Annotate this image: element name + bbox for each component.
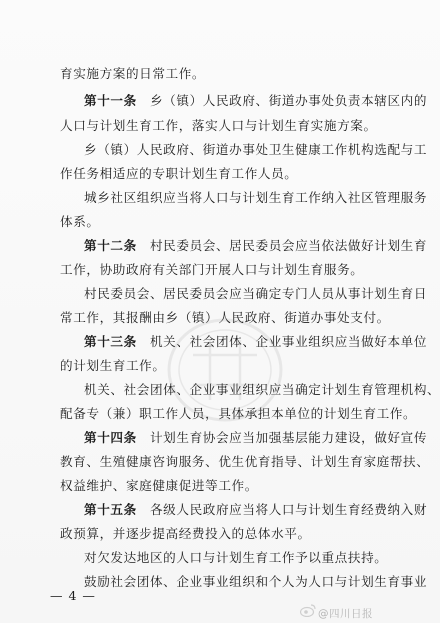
text-line: 对欠发达地区的人口与计划生育工作予以重点扶持。 bbox=[84, 550, 388, 565]
article-heading: 第十三条 bbox=[84, 334, 137, 349]
text-line: 鼓励社会团体、企业事业组织和个人为人口与计划生育事业 bbox=[84, 574, 428, 589]
text-line: 权益维护、家庭健康促进等工作。 bbox=[60, 478, 258, 493]
article-text: 乡（镇）人民政府、街道办事处负责本辖区内的 bbox=[149, 93, 428, 108]
article-11-line bbox=[84, 93, 428, 109]
article-text: 机关、社会团体、企业事业组织应当做好本单位 bbox=[149, 334, 428, 349]
article-text: 各级人民政府应当将人口与计划生育经费纳入财 bbox=[149, 502, 428, 517]
article-12-line bbox=[84, 238, 428, 254]
source-watermark: @四川日报 bbox=[318, 608, 373, 620]
text-line: 政预算，并逐步提高经费投入的总体水平。 bbox=[60, 526, 311, 541]
text-line: 作任务相适应的专职计划生育工作人员。 bbox=[60, 166, 298, 181]
article-text: 村民委员会、居民委员会应当依法做好计划生育 bbox=[149, 238, 428, 253]
text-line: 乡（镇）人民政府、街道办事处卫生健康工作机构选配与工 bbox=[84, 142, 428, 157]
article-heading: 第十五条 bbox=[84, 502, 137, 517]
article-text: 计划生育协会应当加强基层能力建设，做好宣传 bbox=[149, 430, 428, 445]
article-heading: 第十二条 bbox=[84, 238, 137, 253]
text-line: 教育、生殖健康咨询服务、优生优育指导、计划生育家庭帮扶、 bbox=[60, 454, 430, 469]
weibo-logo-icon bbox=[300, 603, 316, 617]
text-line: 育实施方案的日常工作。 bbox=[60, 66, 206, 81]
article-heading: 第十一条 bbox=[84, 93, 137, 108]
text-line: 常工作，其报酬由乡（镇）人民政府、街道办事处支付。 bbox=[60, 310, 390, 325]
article-14-line bbox=[84, 430, 428, 446]
text-line: 配备专（兼）职工作人员，具体承担本单位的计划生育工作。 bbox=[60, 406, 417, 421]
watermark-seal-icon bbox=[165, 315, 285, 425]
page-number: — 4 — bbox=[50, 588, 96, 603]
text-line: 城乡社区组织应当将人口与计划生育工作纳入社区管理服务 bbox=[84, 190, 428, 205]
article-heading: 第十四条 bbox=[84, 430, 137, 445]
text-line: 体系。 bbox=[60, 214, 100, 229]
text-line: 机关、社会团体、企业事业组织应当确定计划生育管理机构、 bbox=[84, 382, 440, 397]
text-line: 人口与计划生育工作，落实人口与计划生育实施方案。 bbox=[60, 118, 377, 133]
article-15-line bbox=[84, 502, 428, 518]
text-line: 工作，协助政府有关部门开展人口与计划生育服务。 bbox=[60, 262, 364, 277]
text-line: 村民委员会、居民委员会应当确定专门人员从事计划生育日 bbox=[84, 286, 428, 301]
text-line: 的计划生育工作。 bbox=[60, 358, 166, 373]
